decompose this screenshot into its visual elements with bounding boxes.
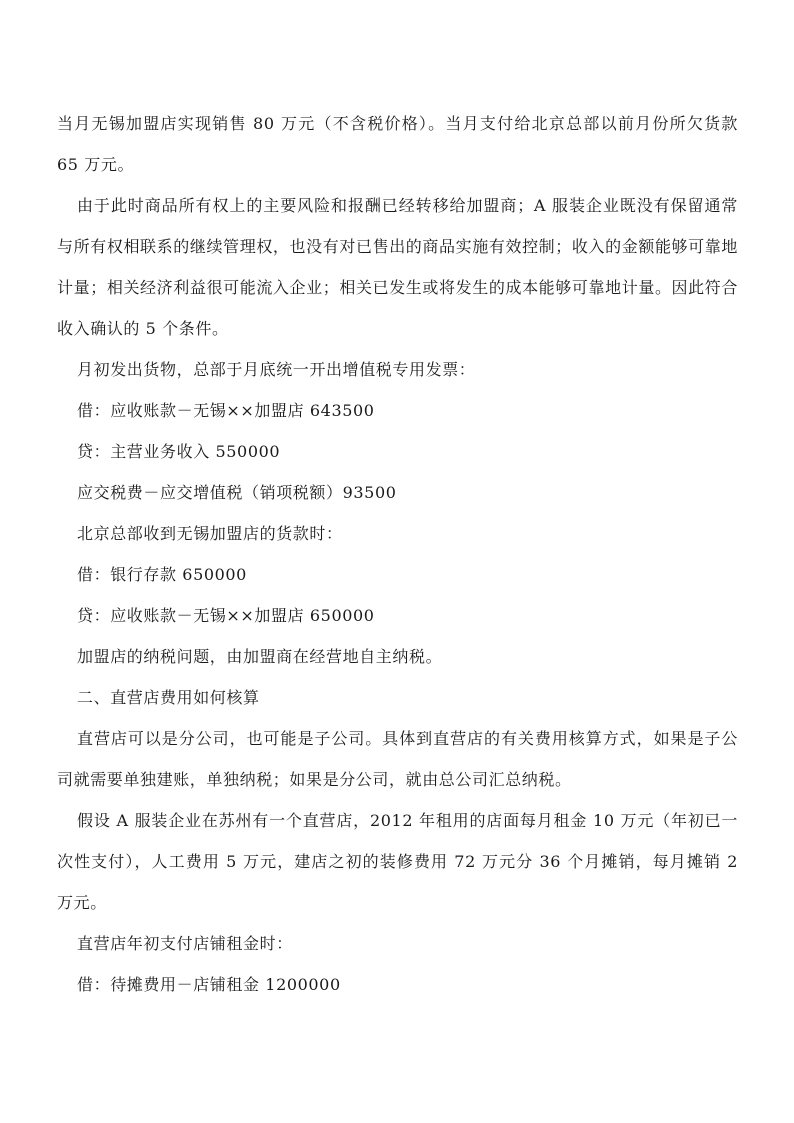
paragraph-direct-store-structure: 直营店可以是分公司，也可能是子公司。具体到直营店的有关费用核算方式，如果是子公司就需要单独建账，单独纳税；如果是分公司，就由总公司汇总纳税。	[57, 729, 738, 789]
journal-entry-debit-receivable: 借：应收账款－无锡××加盟店 643500	[77, 401, 375, 420]
paragraph-franchise-tax: 加盟店的纳税问题，由加盟商在经营地自主纳税。	[77, 647, 443, 666]
paragraph-shipment-invoice: 月初发出货物，总部于月底统一开出增值税专用发票：	[77, 360, 476, 379]
journal-entry-debit-prepaid-rent: 借：待摊费用－店铺租金 1200000	[77, 975, 341, 994]
paragraph-payment-received: 北京总部收到无锡加盟店的货款时：	[77, 524, 343, 543]
journal-entry-credit-revenue: 贷：主营业务收入 550000	[77, 442, 281, 461]
journal-entry-credit-receivable: 贷：应收账款－无锡××加盟店 650000	[77, 606, 375, 625]
section-heading-direct-store: 二、直营店费用如何核算	[77, 688, 260, 707]
paragraph-rent-payment: 直营店年初支付店铺租金时：	[77, 934, 293, 953]
journal-entry-credit-vat: 应交税费－应交增值税（销项税额）93500	[77, 483, 397, 502]
paragraph-sales-summary: 当月无锡加盟店实现销售 80 万元（不含税价格）。当月支付给北京总部以前月份所欠货款 65 万元。	[57, 114, 738, 174]
paragraph-suzhou-example: 假设 A 服装企业在苏州有一个直营店，2012 年租用的店面每月租金 10 万元（年初已一次性支付），人工费用 5 万元，建店之初的装修费用 72 万元分 36 个月摊销，每月摊销 2 万元。	[57, 811, 738, 912]
journal-entry-debit-bank: 借：银行存款 650000	[77, 565, 247, 584]
paragraph-revenue-recognition: 由于此时商品所有权上的主要风险和报酬已经转移给加盟商；A 服装企业既没有保留通常与所有权相联系的继续管理权，也没有对已售出的商品实施有效控制；收入的金额能够可靠地计量；相关经济利益很可能流入企业；相关已发生或将发生的成本能够可靠地计量。因此符合收入确认的 5 个条件。	[57, 196, 738, 338]
